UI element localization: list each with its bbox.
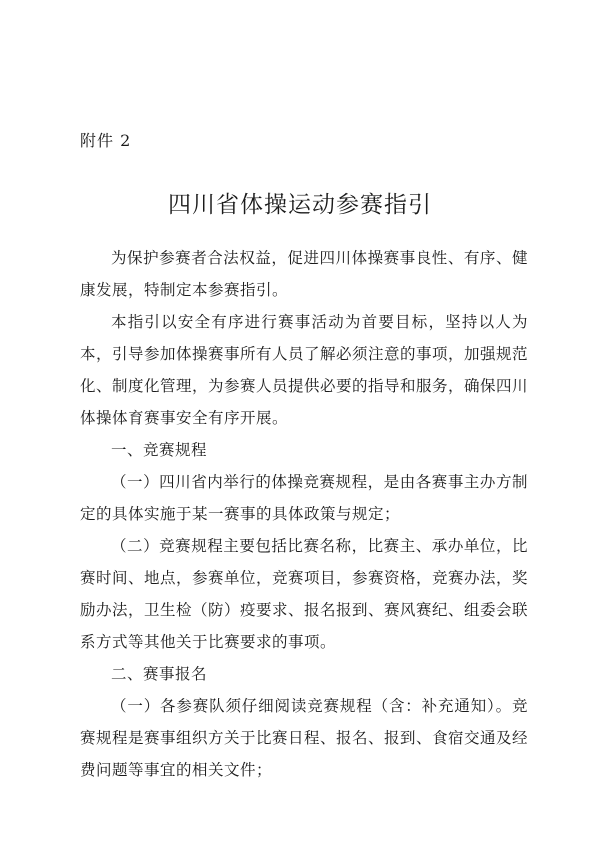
document-body xyxy=(80,242,528,786)
paragraph-line: （一）四川省内举行的体操竞赛规程，是由各赛事主办方制 xyxy=(111,473,528,491)
paragraph-intro xyxy=(80,242,528,306)
paragraph-line: （一）各参赛队须仔细阅读竞赛规程（含：补充通知）。竞 xyxy=(111,697,528,715)
paragraph-line: 费问题等事宜的相关文件； xyxy=(80,761,273,779)
paragraph-line: 体操体育赛事安全有序开展。 xyxy=(80,409,289,427)
paragraph-line: 定的具体实施于某一赛事的具体政策与规定； xyxy=(80,505,401,523)
paragraph-line: 化、制度化管理，为参赛人员提供必要的指导和服务，确保四川 xyxy=(80,377,529,395)
paragraph-line: 赛规程是赛事组织方关于比赛日程、报名、报到、食宿交通及经 xyxy=(80,729,529,747)
document-title: 四川省体操运动参赛指引 xyxy=(168,192,432,218)
paragraph-line: 康发展，特制定本参赛指引。 xyxy=(80,281,289,299)
paragraph-line: 本，引导参加体操赛事所有人员了解必须注意的事项，加强规范 xyxy=(80,345,529,363)
paragraph-line: 本指引以安全有序进行赛事活动为首要目标，坚持以人为 xyxy=(111,313,528,331)
paragraph-purpose xyxy=(80,306,528,434)
paragraph-item xyxy=(80,466,528,530)
section-heading-text: 二、赛事报名 xyxy=(111,665,208,683)
section-heading-text: 一、竞赛规程 xyxy=(111,441,208,459)
section-heading xyxy=(80,434,528,466)
paragraph-item xyxy=(80,530,528,658)
paragraph-item xyxy=(80,690,528,786)
paragraph-line: 励办法，卫生检（防）疫要求、报名报到、赛风赛纪、组委会联 xyxy=(80,601,529,619)
paragraph-line: 赛时间、地点，参赛单位，竞赛项目，参赛资格，竞赛办法，奖 xyxy=(80,569,529,587)
attachment-label: 附件 2 xyxy=(80,131,132,150)
section-heading xyxy=(80,658,528,690)
paragraph-line: （二）竞赛规程主要包括比赛名称，比赛主、承办单位，比 xyxy=(111,537,528,555)
paragraph-line: 系方式等其他关于比赛要求的事项。 xyxy=(80,633,337,651)
paragraph-line: 为保护参赛者合法权益，促进四川体操赛事良性、有序、健 xyxy=(111,249,528,267)
